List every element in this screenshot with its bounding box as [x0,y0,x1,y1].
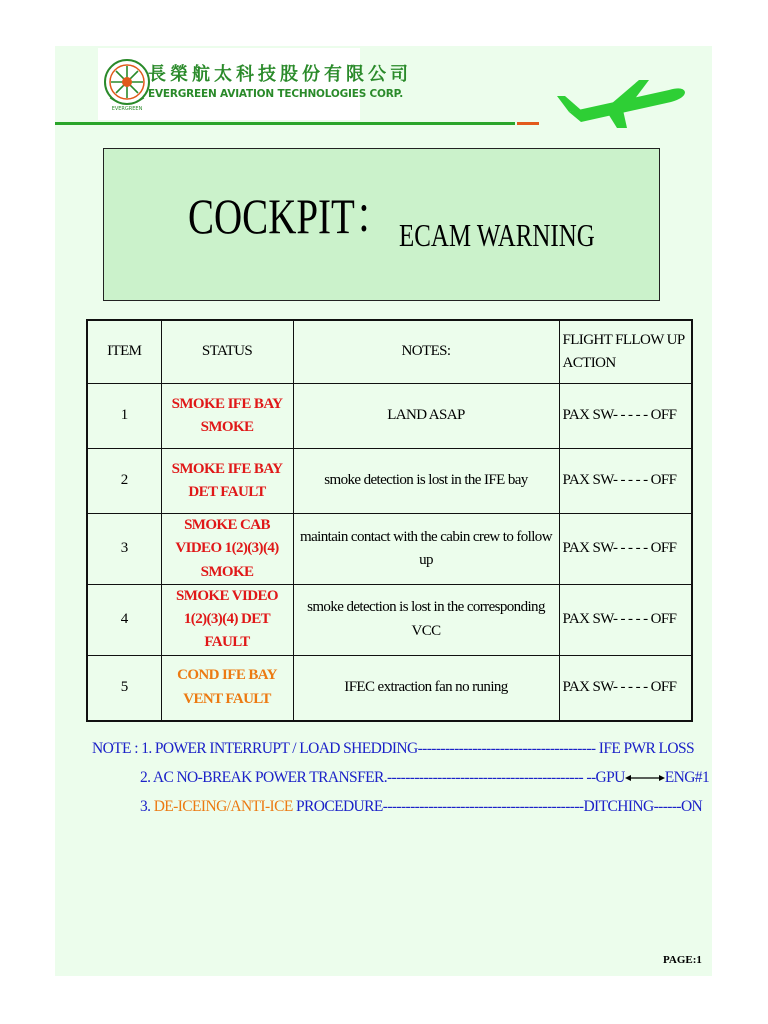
company-name-english: EVERGREEN AVIATION TECHNOLOGIES CORP. [148,88,404,100]
logo-text: EVERGREEN [111,106,143,112]
evergreen-logo-icon [102,54,152,114]
item-number: 5 [87,655,161,721]
airplane-icon [551,74,691,130]
header-action: FLIGHT FLLOW UP ACTION [559,320,692,384]
item-number: 4 [87,584,161,655]
notes-cell: smoke detection is lost in the IFE bay [293,449,559,514]
header-status: STATUS [161,320,293,384]
table-row [87,655,692,721]
page-number: PAGE:1 [663,954,702,966]
item-number: 3 [87,514,161,585]
header-notes: NOTES: [293,320,559,384]
action-cell: PAX SW- - - - - OFF [559,449,692,514]
note-text-2: 2. AC NO-BREAK POWER TRANSFER.------------------------------------------- --GPU [140,769,625,786]
action-cell: PAX SW- - - - - OFF [559,384,692,449]
table-row [87,384,692,449]
note-text-1: 1. POWER INTERRUPT / LOAD SHEDDING--------------------------------------- IFE PWR LOSS [141,740,695,757]
double-arrow-icon [625,773,665,783]
notes-cell: IFEC extraction fan no runing [293,655,559,721]
header-divider-red [517,122,539,125]
header-divider-green [55,122,515,125]
item-number: 1 [87,384,161,449]
note-line-2 [92,763,709,792]
note-line-3 [92,792,709,821]
table-header-row [87,320,692,384]
status-cell: SMOKE VIDEO 1(2)(3)(4) DET FAULT [161,584,293,655]
notes-section [92,734,709,821]
item-number: 2 [87,449,161,514]
header-item: ITEM [87,320,161,384]
note-number-3: 3. [140,798,151,815]
slide [55,46,712,976]
table-row [87,514,692,585]
status-cell: SMOKE IFE BAY SMOKE [161,384,293,449]
status-cell: SMOKE IFE BAY DET FAULT [161,449,293,514]
note-line-1 [92,734,709,763]
action-cell: PAX SW- - - - - OFF [559,655,692,721]
notes-cell: LAND ASAP [293,384,559,449]
page-subtitle: ECAM WARNING [399,217,595,253]
table-row [87,584,692,655]
note-highlight: DE-ICEING/ANTI-ICE [153,798,293,815]
note-text-3: PROCEDURE--------------------------------------------DITCHING------ON [296,798,703,815]
status-cell: COND IFE BAY VENT FAULT [161,655,293,721]
notes-cell: maintain contact with the cabin crew to follow up [293,514,559,585]
action-cell: PAX SW- - - - - OFF [559,584,692,655]
page-title: COCKPIT： [188,188,394,244]
action-cell: PAX SW- - - - - OFF [559,514,692,585]
company-logo-block [98,48,412,120]
company-name-chinese: 長榮航太科技股份有限公司 [148,64,412,85]
title-box [103,148,660,301]
table-row [87,449,692,514]
note-label: NOTE : [92,740,138,757]
status-cell: SMOKE CAB VIDEO 1(2)(3)(4) SMOKE [161,514,293,585]
note-text-2b: ENG#1 [664,769,710,786]
ecam-warning-table [86,319,693,722]
notes-cell: smoke detection is lost in the corresponding VCC [293,584,559,655]
